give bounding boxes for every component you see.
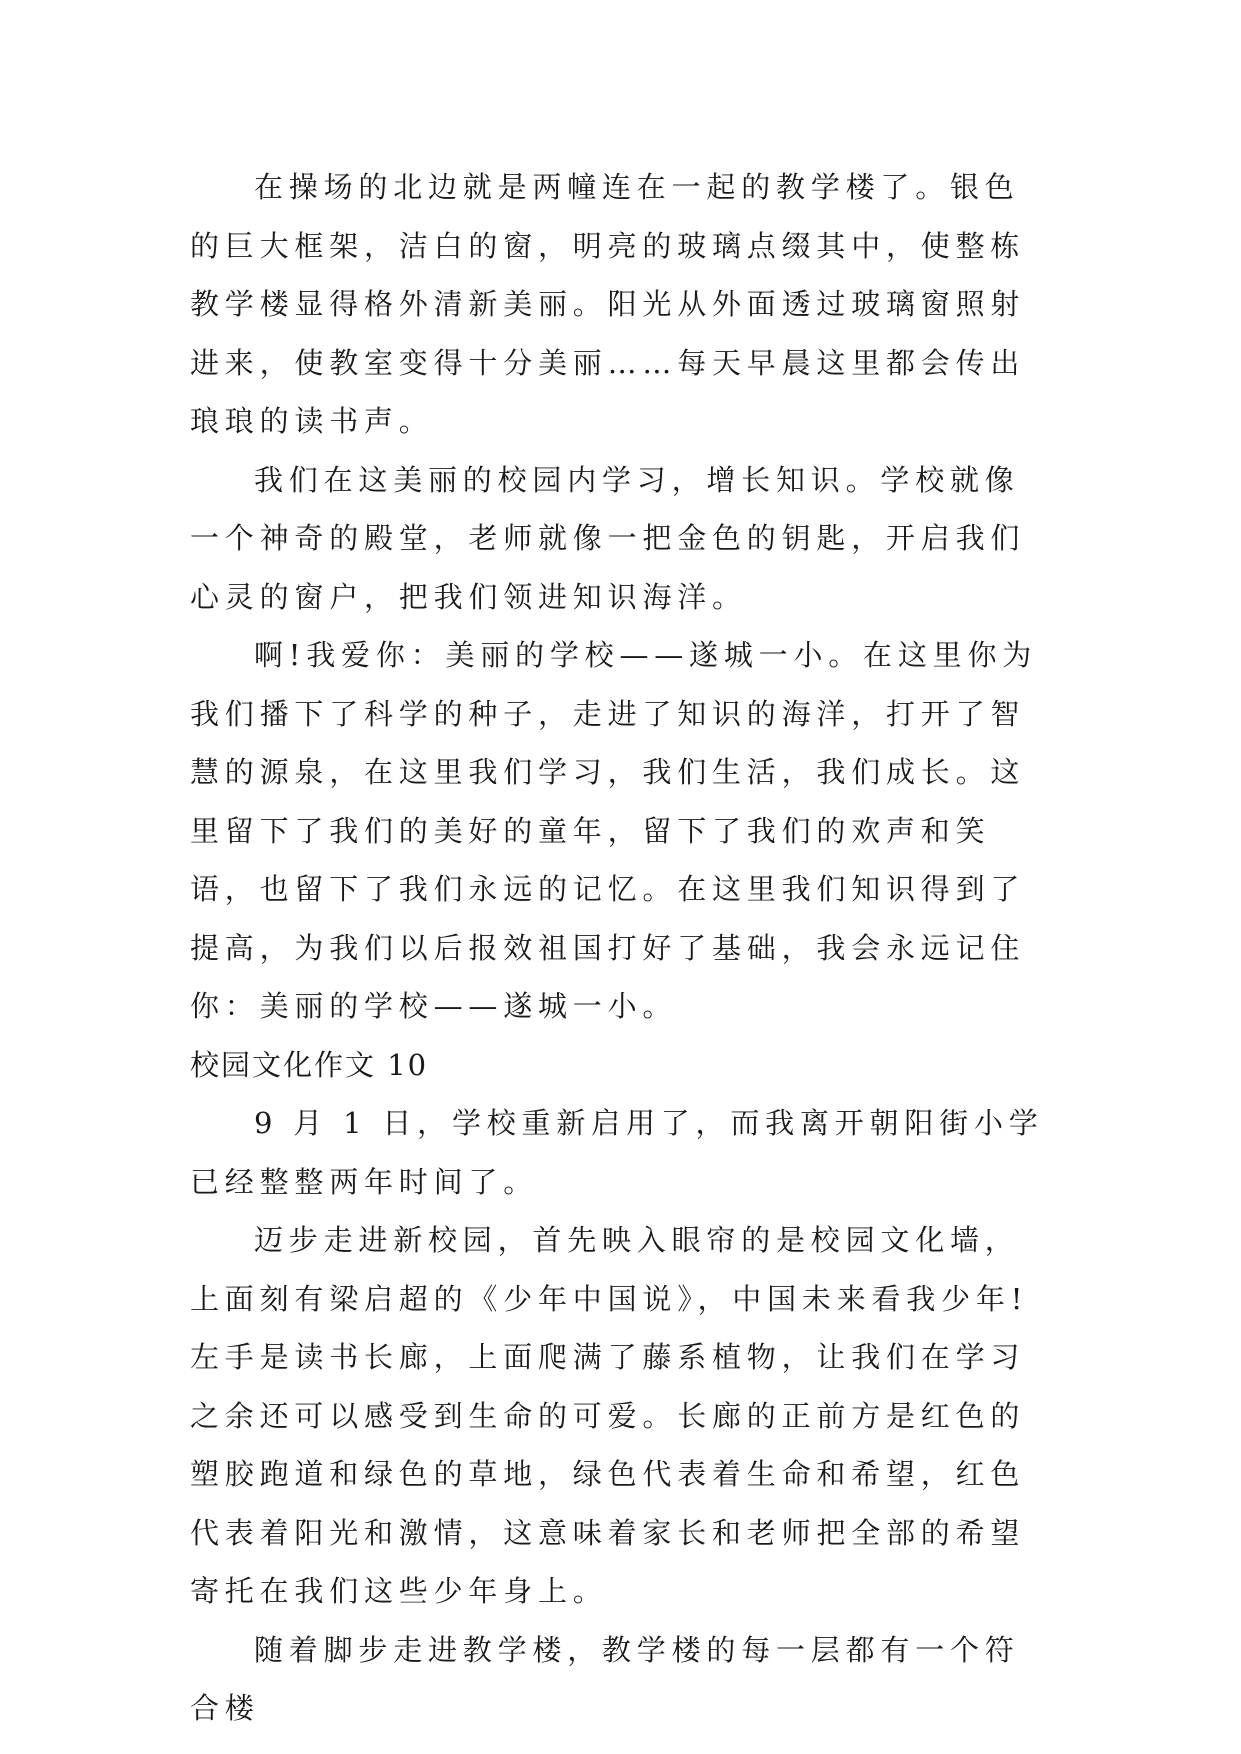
document-body — [190, 158, 1050, 1738]
paragraph-school-reopened: 9 月 1 日，学校重新启用了，而我离开朝阳街小学已经整整两年时间了。 — [190, 1106, 1044, 1199]
paragraph-learning-knowledge: 我们在这美丽的校园内学习，增长知识。学校就像一个神奇的殿堂，老师就像一把金色的钥匙，开启我们心灵的窗户，把我们领进知识海洋。 — [190, 462, 1026, 614]
paragraph-new-campus: 迈步走进新校园，首先映入眼帘的是校园文化墙，上面刻有梁启超的《少年中国说》，中国未来看我少年!左手是读书长廊，上面爬满了藤系植物，让我们在学习之余还可以感受到生命的可爱。长廊的正前方是红色的塑胶跑道和绿色的草地，绿色代表着生命和希望，红色代表着阳光和激情，这意味着家长和老师把全部的希望寄托在我们这些少年身上。 — [190, 1223, 1029, 1608]
paragraph-love-school: 啊!我爱你：美丽的学校——遂城一小。在这里你为我们播下了科学的种子，走进了知识的海洋，打开了智慧的源泉，在这里我们学习，我们生活，我们成长。这里留下了我们的美好的童年，留下了我们的欢声和笑语，也留下了我们永远的记忆。在这里我们知识得到了提高，为我们以后报效祖国打好了基础，我会永远记住你：美丽的学校——遂城一小。 — [190, 638, 1038, 1023]
paragraph-teaching-building: 在操场的北边就是两幢连在一起的教学楼了。银色的巨大框架，洁白的窗，明亮的玻璃点缀其中，使整栋教学楼显得格外清新美丽。阳光从外面透过玻璃窗照射进来，使教室变得十分美丽……每天早晨这里都会传出琅琅的读书声。 — [190, 170, 1026, 438]
paragraph-teaching-floors: 随着脚步走进教学楼，教学楼的每一层都有一个符合楼 — [190, 1632, 1020, 1725]
section-title: 校园文化作文 10 — [190, 1047, 429, 1082]
